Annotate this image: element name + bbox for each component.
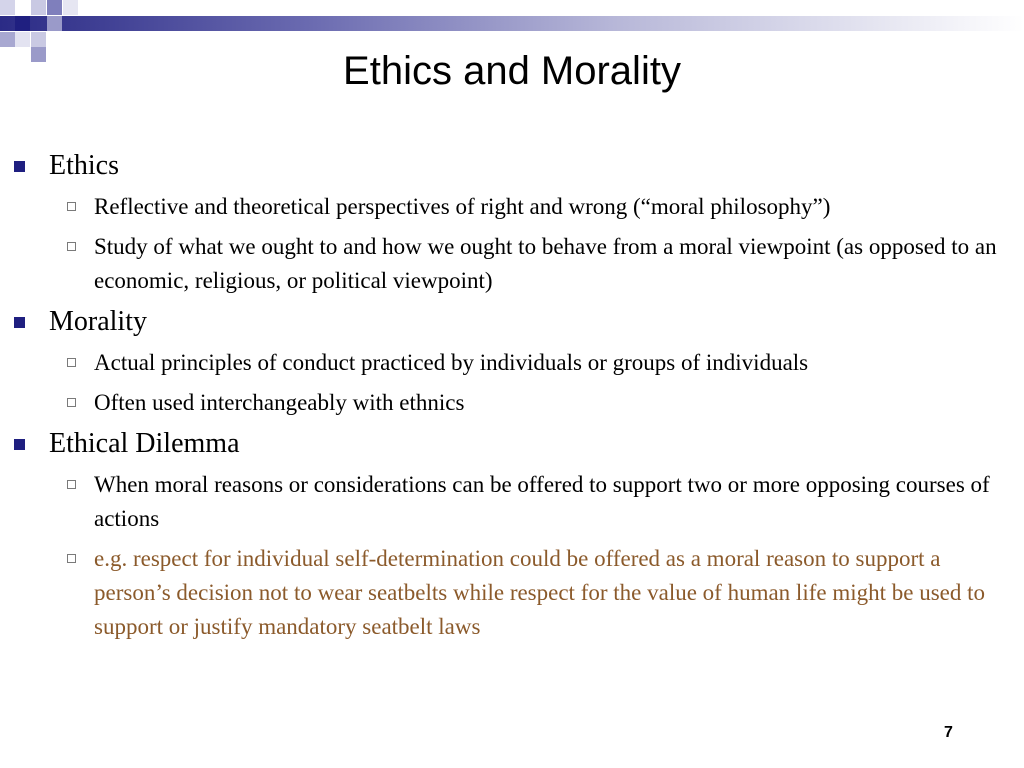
square-bullet-icon	[14, 439, 25, 450]
header-gradient-band	[0, 16, 1024, 31]
list-item	[12, 346, 1016, 380]
list-item	[12, 190, 1016, 224]
list-item	[12, 230, 1016, 298]
decorative-square	[15, 16, 30, 31]
section-heading-text: Morality	[49, 306, 147, 337]
hollow-square-bullet-icon	[67, 554, 76, 563]
hollow-square-bullet-icon	[67, 480, 76, 489]
list-item	[12, 386, 1016, 420]
decorative-square	[0, 0, 15, 15]
hollow-square-bullet-icon	[67, 358, 76, 367]
section-heading-ethical-dilemma	[12, 426, 1016, 462]
decorative-square	[31, 0, 46, 15]
list-item-text: Study of what we ought to and how we ought to behave from a moral viewpoint (as opposed to an economic, religious, or political viewpoint)	[94, 234, 997, 293]
decorative-square	[47, 16, 62, 31]
decorative-square	[31, 32, 46, 47]
square-bullet-icon	[14, 161, 25, 172]
page-number: 7	[944, 724, 953, 741]
decorative-square	[63, 0, 78, 15]
list-item	[12, 468, 1016, 536]
section-heading-text: Ethics	[49, 150, 119, 181]
list-item-text: When moral reasons or considerations can be offered to support two or more opposing courses of actions	[94, 472, 990, 531]
list-item-text: Reflective and theoretical perspectives of right and wrong (“moral philosophy”)	[94, 194, 831, 219]
square-bullet-icon	[14, 317, 25, 328]
slide-content	[12, 148, 1016, 650]
list-item-text: Often used interchangeably with ethnics	[94, 390, 465, 415]
decorative-square	[0, 32, 15, 47]
list-item-text: Actual principles of conduct practiced by individuals or groups of individuals	[94, 350, 809, 375]
example-list-item	[12, 542, 1016, 644]
section-heading-ethics	[12, 148, 1016, 184]
decorative-square	[15, 32, 30, 47]
list-item-text: e.g. respect for individual self-determination could be offered as a moral reason to support a person’s decision not to wear seatbelts while respect for the value of human life might be used to support or justify mandatory seatbelt laws	[94, 546, 986, 639]
hollow-square-bullet-icon	[67, 202, 76, 211]
section-heading-morality	[12, 304, 1016, 340]
section-heading-text: Ethical Dilemma	[49, 428, 240, 459]
hollow-square-bullet-icon	[67, 398, 76, 407]
slide-title: Ethics and Morality	[343, 49, 681, 93]
hollow-square-bullet-icon	[67, 242, 76, 251]
decorative-square	[47, 0, 62, 15]
